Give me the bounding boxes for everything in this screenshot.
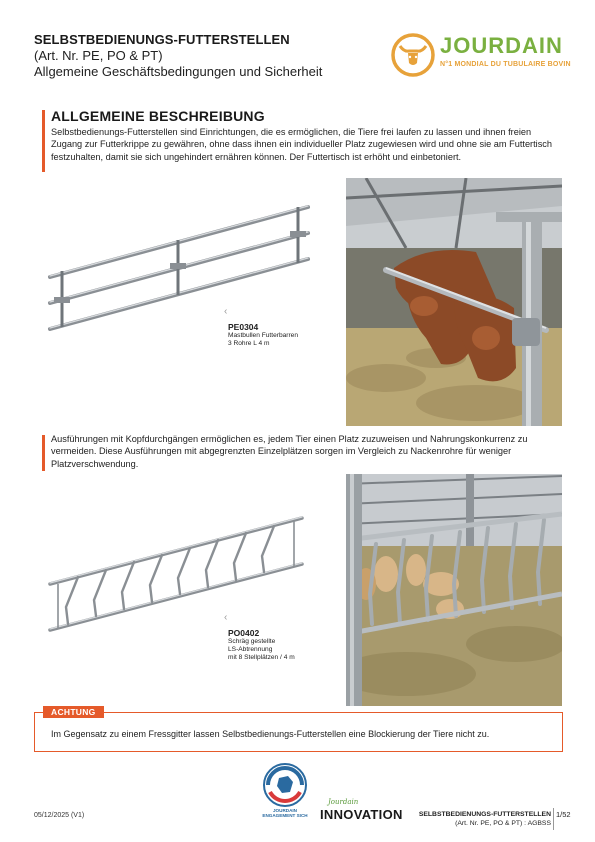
document-title: SELBSTBEDIENUNGS-FUTTERSTELLEN [34,32,290,47]
document-subtitle: (Art. Nr. PE, PO & PT) [34,48,163,63]
page-number: 1/52 [556,810,571,819]
diagonal-barrier-drawing [44,512,308,634]
product-code: PE0304 [228,322,259,332]
section-accent-bar [42,435,45,471]
footer-separator [553,808,554,830]
section-accent-bar [42,110,45,172]
product-desc-line: LS-Abtrennung [228,646,273,654]
logo-name: JOURDAIN [440,33,563,58]
footer-date: 05/12/2025 (V1) [34,812,85,819]
section-body: Selbstbedienungs-Futterstellen sind Einrichtungen, die es ermöglichen, die Tiere frei laufen zu lassen und ihnen freien Zugang zur Futterkrippe zu gewähren, ohne dass ihnen ein individueller Platz zugewiesen wird und ohne sie am Futtertisch festzuhalten, damit sie sich ungehindert ernähren können. Der Futtertisch ist erhöht und einbetoniert. [51,127,553,162]
bull-head-icon [390,32,436,78]
product-desc-line: Schräg gestellte [228,638,276,645]
product-caption-po0402 [228,628,295,663]
warning-tag: ACHTUNG [43,706,104,718]
innovation-word: INNOVATION [320,807,403,822]
badge-label [256,808,314,818]
feed-bar-drawing [40,195,320,335]
footer-reference [419,810,551,828]
calves-barrier-photo [346,474,562,706]
head-passage-text: Ausführungen mit Kopfdurchgängen ermöglichen es, jedem Tier einen Platz zuzuweisen und Nahrungskonkurrenz zu vermeiden. Diese Ausführungen mit abgegrenzten Einzelplätzen sorgen im Vergleich zu Nackenrohre für weniger Platzverschwendung. [51,434,528,469]
caption-pointer-icon: ‹ [224,612,228,623]
product-caption-pe0304 [228,322,298,348]
product-desc-line: mit 8 Stellplätzen / 4 m [228,654,295,662]
footer-ref-code: (Art. Nr. PE, PO & PT) : AGBSS [455,820,551,827]
product-code: PO0402 [228,628,260,638]
logo-tagline: N°1 MONDIAL DU TUBULAIRE BOVIN [440,61,571,68]
document-header [34,32,394,80]
cattle-feeding-photo [346,178,562,426]
warning-box [34,707,563,752]
section-title: ALLGEMEINE BESCHREIBUNG [51,108,265,124]
caption-pointer-icon: ‹ [224,306,228,317]
made-in-france-badge [262,762,308,820]
product-desc-line: 3 Rohre L 4 m [228,340,270,348]
warning-text: Im Gegensatz zu einem Fressgitter lassen Selbstbedienungs-Futterstellen eine Blockierung der Tiere nicht zu. [51,729,490,739]
jourdain-innovation-logo [318,798,408,828]
badge-line: JOURDAIN [273,808,297,813]
innovation-script: Jourdain [328,798,359,806]
jourdain-logo [388,30,571,82]
made-in-france-icon [262,762,308,808]
document-subtitle-2: Allgemeine Geschäftsbedingungen und Sicherheit [34,64,323,79]
product-desc-line: Mastbullen Futterbarren [228,332,299,339]
footer-ref-title: SELBSTBEDIENUNGS-FUTTERSTELLEN [418,811,551,818]
badge-line: ENGAGEMENT SICH [262,813,308,819]
